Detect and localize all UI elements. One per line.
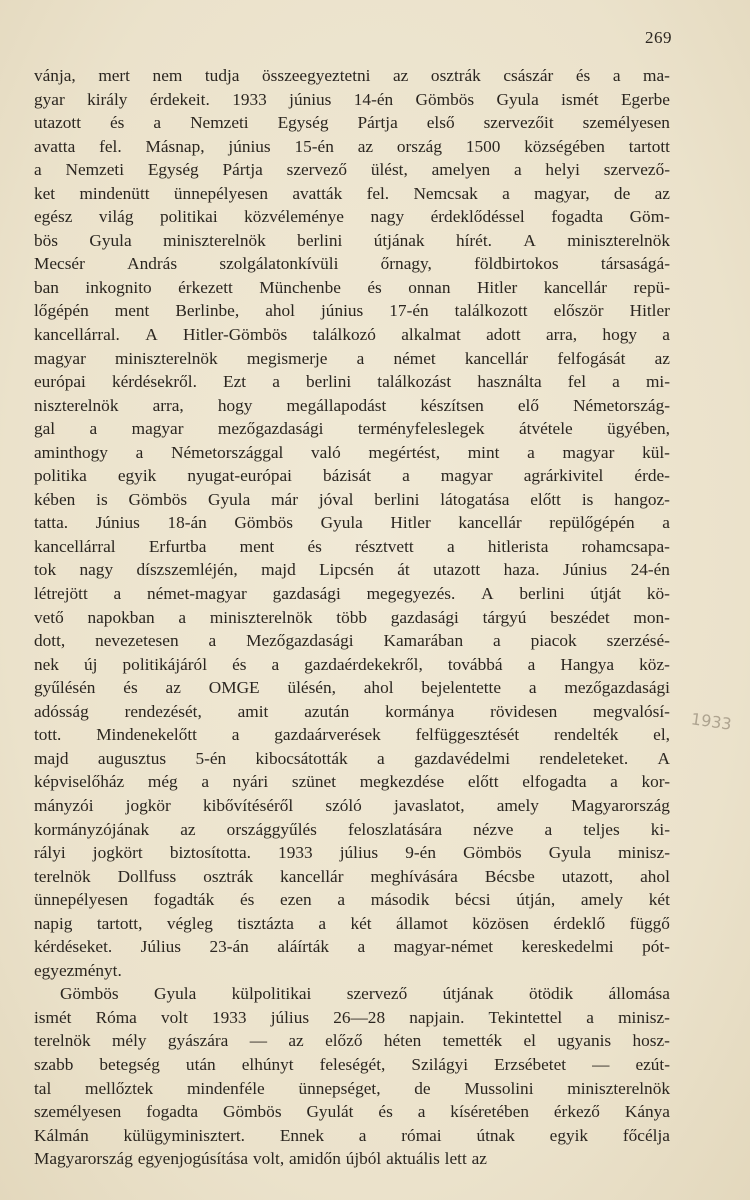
text-line: tok nagy díszszemléjén, majd Lipcsén át utazott haza. Június 24-én <box>34 560 670 580</box>
text-line: rályi jogkört biztosította. 1933 július 9-én Gömbös Gyula minisz- <box>34 843 670 863</box>
text-line: Magyarország egyenjogúsítása volt, amidőn újból aktuális lett az <box>34 1149 487 1169</box>
text-line: majd augusztus 5-én kibocsátották a gazdavédelmi rendeleteket. A <box>34 748 670 768</box>
text-line: vető napokban a miniszterelnök több gazdasági tárgyú beszédet mon- <box>34 607 670 627</box>
text-line: kében is Gömbös Gyula már jóval berlini látogatása előtt is hangoz- <box>34 489 670 509</box>
text-line: gyar király érdekeit. 1933 június 14-én Gömbös Gyula ismét Egerbe <box>34 89 670 109</box>
text-line: gal a magyar mezőgazdasági terményfeleslegek átvétele ügyében, <box>34 419 670 439</box>
text-line: aminthogy a Németországgal való megértést, mint a magyar kül- <box>34 442 670 462</box>
text-line: európai kérdésekről. Ezt a berlini találkozást használta fel a mi- <box>34 372 670 392</box>
text-line: kancellárral Erfurtba ment és résztvett a hitlerista rohamcsapa- <box>34 536 670 556</box>
text-line: egyezményt. <box>34 960 122 980</box>
text-line: Gömbös Gyula külpolitikai szervező útjának ötödik állomása <box>60 984 670 1004</box>
text-line: niszterelnök arra, hogy megállapodást készítsen elő Németország- <box>34 395 670 415</box>
text-line: képviselőház még a nyári szünet megkezdése előtt elfogadta a kor- <box>34 772 670 792</box>
text-line: ket mindenütt ünnepélyesen avatták fel. Nemcsak a magyar, de az <box>34 183 670 203</box>
handwritten-margin-note: 1933 <box>689 709 733 734</box>
text-line: Mecsér András szolgálatonkívüli őrnagy, földbirtokos társaságá- <box>34 254 670 274</box>
text-line: kormányzójának az országgyűlés feloszlatására nézve a teljes ki- <box>34 819 670 839</box>
text-line: ünnepélyesen fogadták és ezen a második bécsi útján, amely két <box>34 890 670 910</box>
text-line: gyűlésén és az OMGE ülésén, ahol bejelentette a mezőgazdasági <box>34 678 670 698</box>
text-line: terelnök mély gyászára — az előző héten temették el ugyanis hosz- <box>34 1031 670 1051</box>
text-line: ban inkognito érkezett Münchenbe és onnan Hitler kancellár repü- <box>34 277 670 297</box>
text-line: dott, nevezetesen a Mezőgazdasági Kamarában a piacok szerzésé- <box>34 631 670 651</box>
body-text <box>34 64 670 1171</box>
text-line: lőgépén ment Berlinbe, ahol június 17-én találkozott először Hitler <box>34 301 670 321</box>
text-line: utazott és a Nemzeti Egység Pártja első szervezőit személyesen <box>34 113 670 133</box>
text-line: terelnök Dollfuss osztrák kancellár meghívására Bécsbe utazott, ahol <box>34 866 670 886</box>
text-line: mányzói jogkör kibővítéséről szóló javaslatot, amely Magyarország <box>34 795 670 815</box>
text-line: nek új politikájáról és a gazdaérdekekről, továbbá a Hangya köz- <box>34 654 670 674</box>
text-line: szabb betegség után elhúnyt feleségét, Szilágyi Erzsébetet — ezút- <box>34 1054 670 1074</box>
text-line: avatta fel. Másnap, június 15-én az ország 1500 községében tartott <box>34 136 670 156</box>
text-line: létrejött a német-magyar gazdasági megegyezés. A berlini útját kö- <box>34 584 670 604</box>
page-number: 269 <box>645 28 672 47</box>
text-line: kérdéseket. Július 23-án aláírták a magyar-német kereskedelmi pót- <box>34 937 670 957</box>
text-line: magyar miniszterelnök megismerje a német kancellár felfogását az <box>34 348 670 368</box>
text-line: ismét Róma volt 1933 július 26—28 napjain. Tekintettel a minisz- <box>34 1007 670 1027</box>
text-line: személyesen fogadta Gömbös Gyulát és a kíséretében érkező Kánya <box>34 1102 670 1122</box>
text-line: egész világ politikai közvéleménye nagy érdeklődéssel fogadta Göm- <box>34 207 670 227</box>
text-line: adósság rendezését, amit azután kormánya rövidesen megvalósí- <box>34 701 670 721</box>
text-line: tal mellőztek mindenféle ünnepséget, de Mussolini miniszterelnök <box>34 1078 670 1098</box>
text-line: napig tartott, végleg tisztázta a két államot közösen érdeklő függő <box>34 913 670 933</box>
text-line: kancellárral. A Hitler-Gömbös találkozó alkalmat adott arra, hogy a <box>34 325 670 345</box>
text-line: a Nemzeti Egység Pártja szervező ülést, amelyen a helyi szervező- <box>34 160 670 180</box>
text-line: vánja, mert nem tudja összeegyeztetni az osztrák császár és a ma- <box>34 66 670 85</box>
text-line: tott. Mindenekelőtt a gazdaárverések felfüggesztését rendelték el, <box>34 725 670 745</box>
text-line: tatta. Június 18-án Gömbös Gyula Hitler kancellár repülőgépén a <box>34 513 670 533</box>
text-line: Kálmán külügyminisztert. Ennek a római útnak egyik főcélja <box>34 1125 670 1145</box>
text-line: bös Gyula miniszterelnök berlini útjának hírét. A miniszterelnök <box>34 230 670 250</box>
text-line: politika egyik nyugat-európai bázisát a magyar agrárkivitel érde- <box>34 466 670 486</box>
